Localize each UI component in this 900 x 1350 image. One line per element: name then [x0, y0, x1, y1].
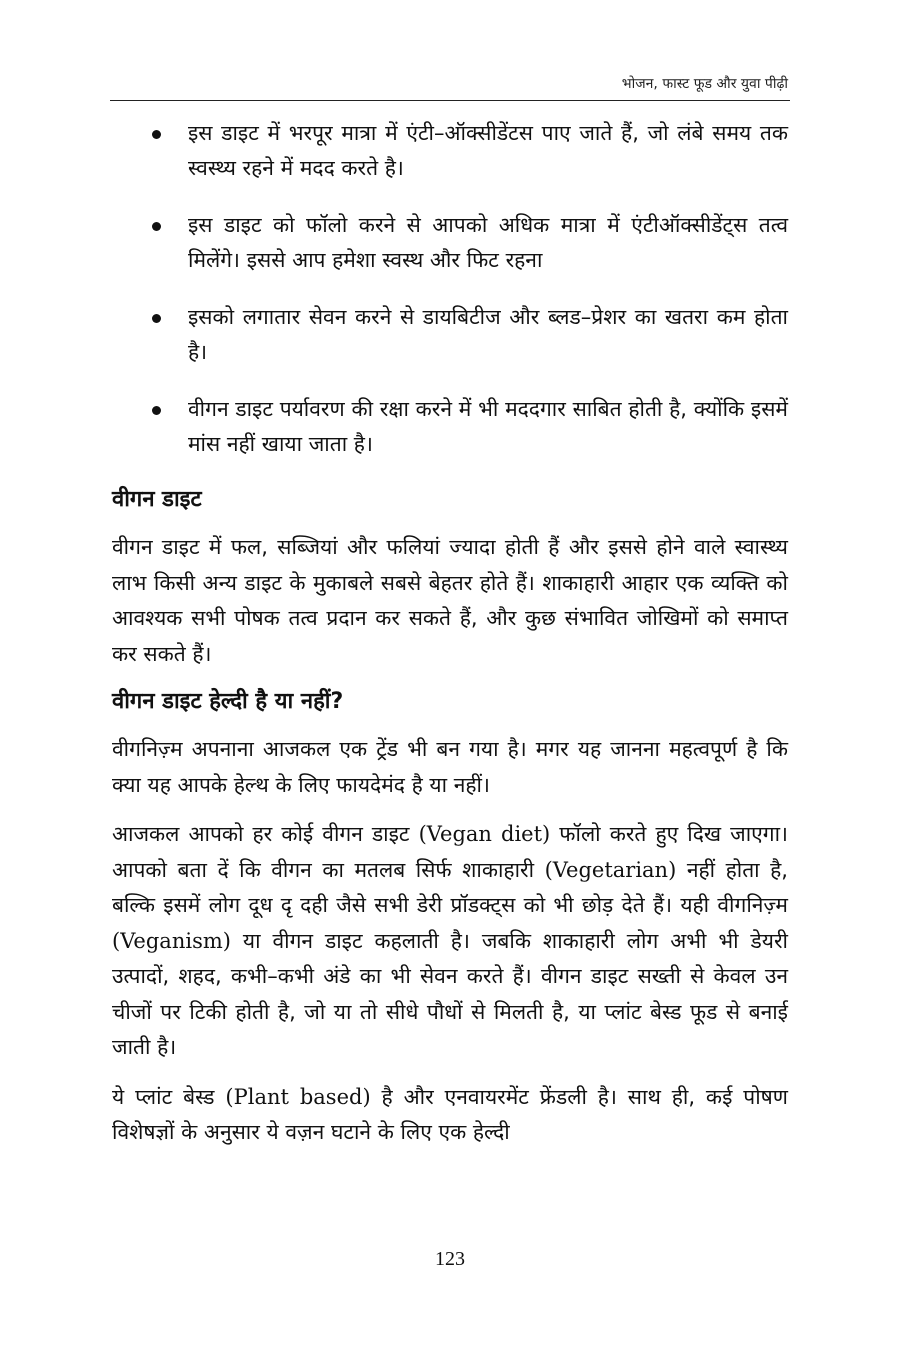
- bullet-icon: [152, 314, 161, 323]
- bullet-item: [112, 300, 788, 370]
- section-heading-vegan-diet: वीगन डाइट: [112, 487, 202, 512]
- text-run: है और एनवायरमेंट फ्रेंडली है। साथ ही, कई पोषण विशेषज्ञों के अनुसार ये वज़न घटाने के लिए एक हेल्दी: [112, 1084, 788, 1144]
- section-heading-healthy-or-not: वीगन डाइट हेल्दी है या नहीं?: [112, 689, 344, 714]
- text-run: फॉलो करते हुए दिख जाएगा। आपको बता दें कि वीगन का मतलब सिर्फ शाकाहारी: [112, 822, 788, 882]
- page-body: [112, 116, 788, 1165]
- bullet-item: [112, 116, 788, 186]
- english-term: (Vegan diet): [418, 822, 551, 846]
- paragraph-vegan-diet: वीगन डाइट में फल, सब्जियां और फलियां ज्यादा होती हैं और इससे होने वाले स्वास्थ्य लाभ किसी अन्य डाइट के मुकाबले सबसे बेहतर होते हैं। शाकाहारी आहार एक व्यक्ति को आवश्यक सभी पोषक तत्व प्रदान कर सकते हैं, और कुछ संभावित जोखिमों को समाप्त कर सकते हैं।: [112, 535, 788, 666]
- bullet-icon: [152, 222, 161, 231]
- text-run: आजकल आपको हर कोई वीगन डाइट: [112, 822, 419, 846]
- bullet-text: वीगन डाइट पर्यावरण की रक्षा करने में भी मददगार साबित होती है, क्योंकि इसमें मांस नहीं खाया जाता है।: [188, 397, 788, 456]
- bullet-text: इस डाइट को फॉलो करने से आपको अधिक मात्रा में एंटीऑक्सीडेंट्स तत्व मिलेंगे। इससे आप हमेशा स्वस्थ और फिट रहना: [188, 213, 788, 272]
- text-run: या वीगन डाइट कहलाती है। जबकि शाकाहारी लोग अभी भी डेयरी उत्पादों, शहद, कभी–कभी अंडे का भी सेवन करते हैं। वीगन डाइट सख्ती से केवल उन चीजों पर टिकी होती है, जो या तो सीधे पौधों से मिलती है, या प्लांट बेस्ड फूड से बनाई जाती है।: [112, 928, 788, 1059]
- text-run: ये प्लांट बेस्ड: [112, 1084, 226, 1109]
- page-number: 123: [435, 1248, 465, 1270]
- english-term: (Veganism): [112, 928, 231, 953]
- english-term: (Plant based): [225, 1084, 371, 1109]
- bullet-item: [112, 208, 788, 278]
- paragraph-plant-based: [112, 1080, 788, 1151]
- bullet-list: [112, 116, 788, 462]
- bullet-item: [112, 392, 788, 462]
- bullet-icon: [152, 130, 161, 139]
- bullet-icon: [152, 406, 161, 415]
- bullet-text: इसको लगातार सेवन करने से डायबिटीज और ब्लड–प्रेशर का खतरा कम होता है।: [188, 305, 788, 364]
- english-term: (Vegetarian): [544, 857, 677, 882]
- bullet-text: इस डाइट में भरपूर मात्रा में एंटी–ऑक्सीडेंटस पाए जाते हैं, जो लंबे समय तक स्वस्थ्य रहने में मदद करते है।: [188, 121, 788, 180]
- header-rule: [110, 100, 790, 101]
- running-header: भोजन, फास्ट फूड और युवा पीढ़ी: [621, 76, 788, 92]
- paragraph-veganism-trend: वीगनिज़्म अपनाना आजकल एक ट्रेंड भी बन गया है। मगर यह जानना महत्वपूर्ण है कि क्या यह आपके हेल्थ के लिए फायदेमंद है या नहीं।: [112, 737, 788, 797]
- text-run: नहीं होता है, बल्कि इसमें लोग दूध दृ दही जैसे सभी डेरी प्रॉडक्ट्स को भी छोड़ देते हैं। यही वीगनिज़्म: [112, 857, 788, 917]
- paragraph-vegan-vs-vegetarian: [112, 817, 788, 1066]
